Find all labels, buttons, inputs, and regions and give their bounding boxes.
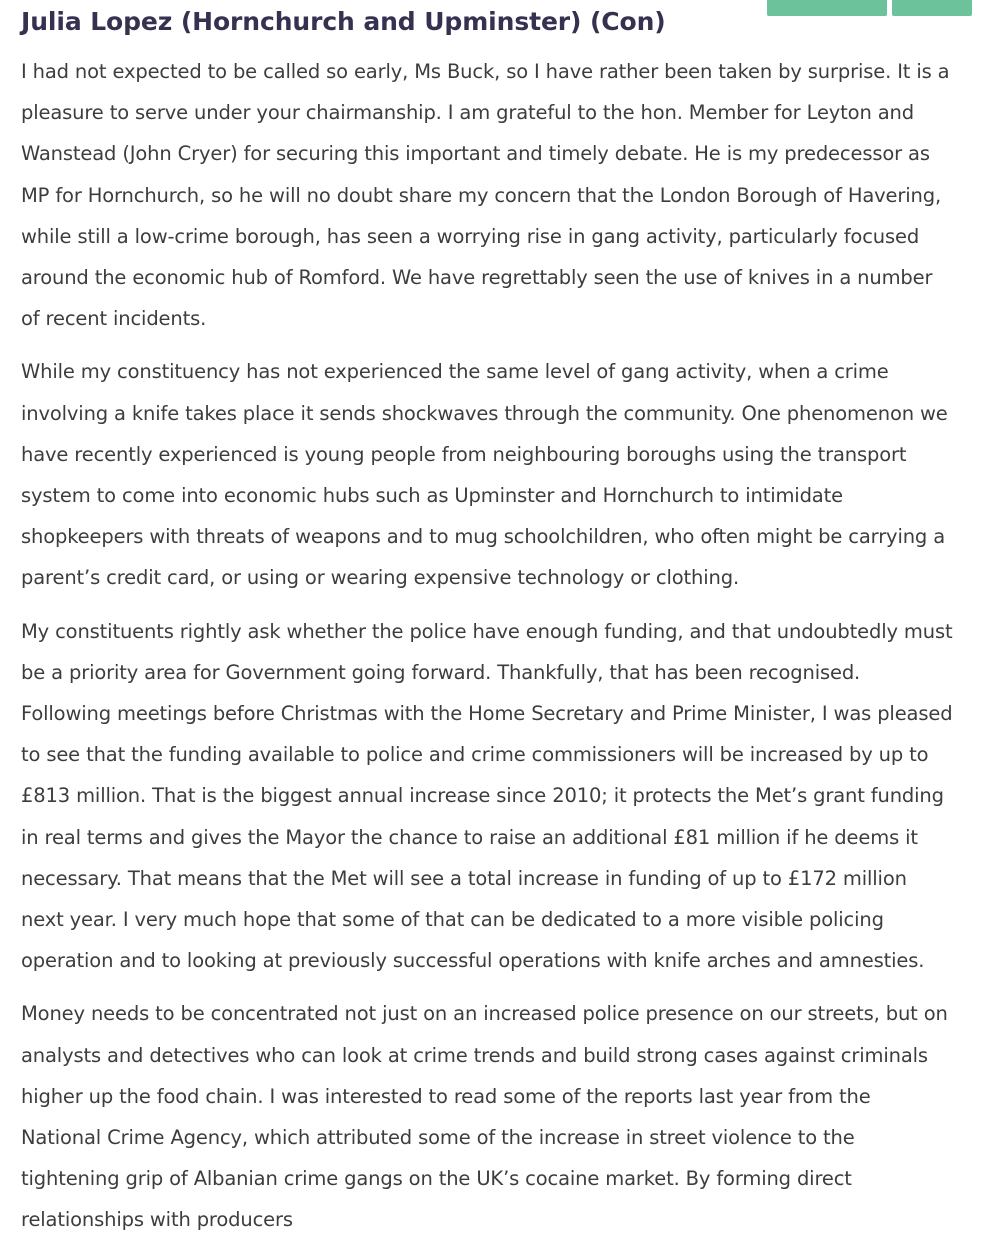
speech-paragraph-1: I had not expected to be called so early, Ms Buck, so I have rather been taken by surprise. It is a pleasure to serve under your chairmanship. I am grateful to the hon. Member for Leyton and Wanstead (John Cryer) for securing this important and timely debate. He is my predecessor as MP for Hornchurch, so he will no doubt share my concern that the London Borough of Havering, while still a low-crime borough, has seen a worrying rise in gang activity, particularly focused around the economic hub of Romford. We have regrettably seen the use of knives in a number of recent incidents. xyxy=(21,60,950,331)
speech-paragraph-4: Money needs to be concentrated not just on an increased police presence on our streets, but on analysts and detectives who can look at crime trends and build strong cases against criminals higher up the food chain. I was interested to read some of the reports last year from the National Crime Agency, which attributed some of the increase in street violence to the tightening grip of Albanian crime gangs on the UK’s cocaine market. By forming direct relationships with producers xyxy=(21,1002,948,1232)
speech-paragraph-2: While my constituency has not experienced the same level of gang activity, when a crime involving a knife takes place it sends shockwaves through the community. One phenomenon we have recently experienced is young people from neighbouring boroughs using the transport system to come into economic hubs such as Upminster and Hornchurch to intimidate shopkeepers with threats of weapons and to mug schoolchildren, who often might be carrying a parent’s credit card, or using or wearing expensive technology or clothing. xyxy=(21,360,948,590)
speech-paragraph-3: My constituents rightly ask whether the police have enough funding, and that undoubtedly must be a priority area for Government going forward. Thankfully, that has been recognised. Following meetings before Christmas with the Home Secretary and Prime Minister, I was pleased to see that the funding available to police and crime commissioners will be increased by up to £813 million. That is the biggest annual increase since 2010; it protects the Met’s grant funding in real terms and gives the Mayor the chance to raise an additional £81 million if he deems it necessary. That means that the Met will see a total increase in funding of up to £172 million next year. I very much hope that some of that can be dedicated to a more visible policing operation and to looking at previously successful operations with knife arches and amnesties. xyxy=(21,619,953,973)
speaker-heading: Julia Lopez (Hornchurch and Upminster) (Con) xyxy=(21,7,666,36)
debate-contribution xyxy=(21,0,953,1241)
